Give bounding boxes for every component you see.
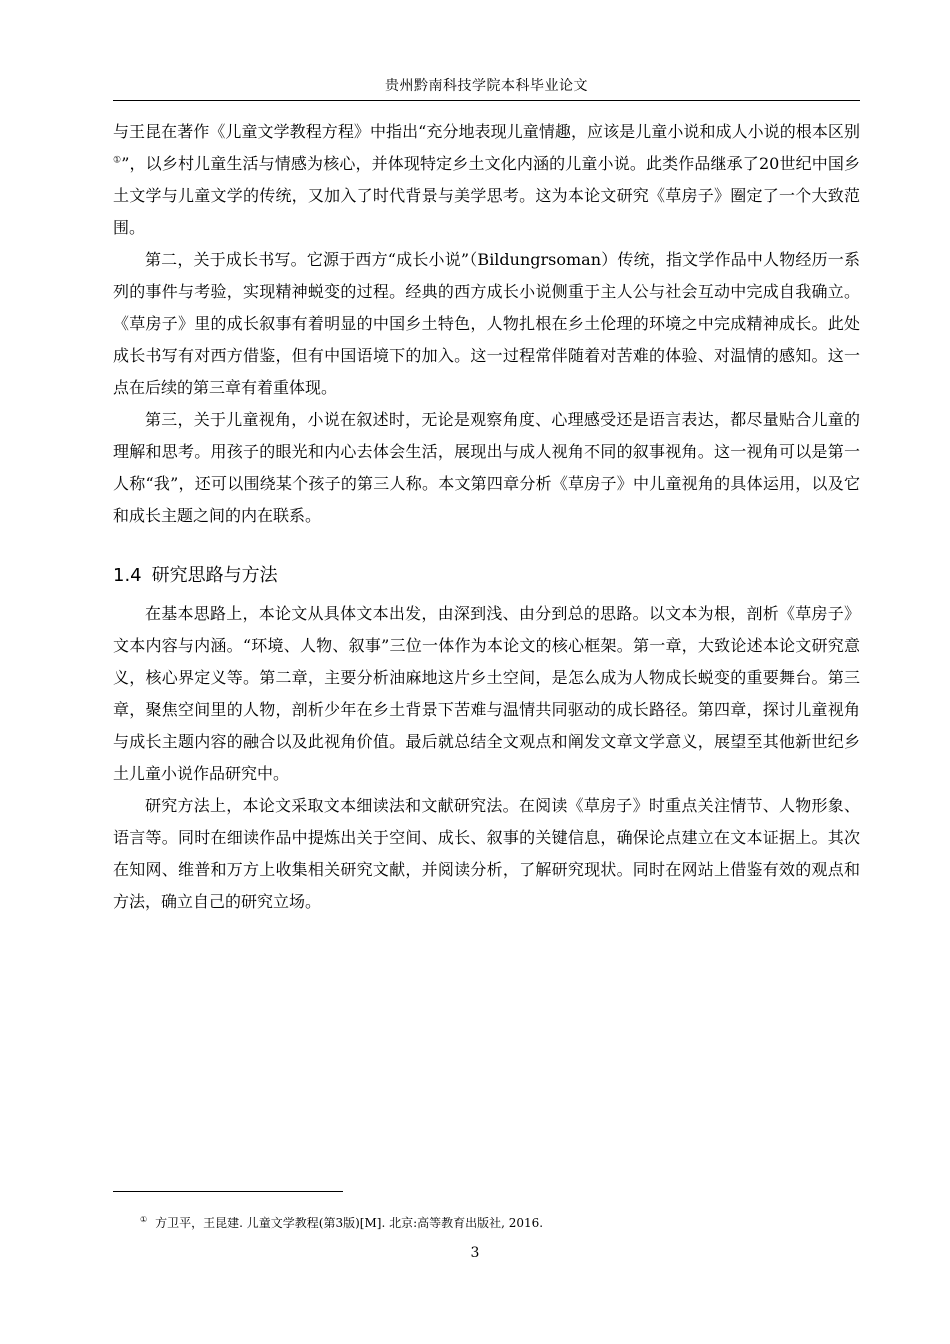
paragraph-4: 在基本思路上，本论文从具体文本出发，由深到浅、由分到总的思路。以文本为根，剖析《草房子》文本内容与内涵。“环境、人物、叙事”三位一体作为本论文的核心框架。第一章，大致论述本论文研究意义，核心界定义等。第二章，主要分析油麻地这片乡土空间，是怎么成为人物成长蜕变的重要舞台。第三章，聚焦空间里的人物，剖析少年在乡土背景下苦难与温情共同驱动的成长路径。第四章，探讨儿童视角与成长主题内容的融合以及此视角价值。最后就总结全文观点和阐发文章文学意义，展望至其他新世纪乡土儿童小说作品研究中。 (113, 604, 860, 783)
paragraph-3: 第三，关于儿童视角，小说在叙述时，无论是观察角度、心理感受还是语言表达，都尽量贴合儿童的理解和思考。用孩子的眼光和内心去体会生活，展现出与成人视角不同的叙事视角。这一视角可以是第一人称“我”，还可以围绕某个孩子的第三人称。本文第四章分析《草房子》中儿童视角的具体运用，以及它和成长主题之间的内在联系。 (113, 410, 860, 525)
footnote-rule (113, 1191, 343, 1192)
page-number: 3 (470, 1245, 480, 1261)
paragraph-1-text-b: ”，以乡村儿童生活与情感为核心，并体现特定乡土文化内涵的儿童小说。此类作品继承了20世纪中国乡土文学与儿童文学的传统，又加入了时代背景与美学思考。这为本论文研究《草房子》圈定了一个大致范围。 (113, 154, 860, 237)
paragraph-5: 研究方法上，本论文采取文本细读法和文献研究法。在阅读《草房子》时重点关注情节、人物形象、语言等。同时在细读作品中提炼出关于空间、成长、叙事的关键信息，确保论点建立在文本证据上。其次在知网、维普和万方上收集相关研究文献，并阅读分析，了解研究现状。同时在网站上借鉴有效的观点和方法，确立自己的研究立场。 (113, 796, 860, 911)
paragraph-1 (113, 116, 860, 244)
footnote-text: 方卫平，王昆建. 儿童文学教程(第3版)[M]. 北京:高等教育出版社, 2016. (155, 1216, 544, 1230)
running-header: 贵州黔南科技学院本科毕业论文 (385, 78, 588, 94)
header-rule (113, 100, 860, 101)
footnote (140, 1211, 543, 1232)
footnote-reference[interactable]: ① (113, 155, 122, 166)
section-title: 研究思路与方法 (151, 565, 278, 586)
section-number: 1.4 (113, 565, 142, 586)
footnote-mark: ① (140, 1215, 148, 1224)
body-text (113, 116, 860, 918)
paragraph-2: 第二，关于成长书写。它源于西方“成长小说”（Bildungrsoman）传统，指文学作品中人物经历一系列的事件与考验，实现精神蜕变的过程。经典的西方成长小说侧重于主人公与社会互动中完成自我确立。《草房子》里的成长叙事有着明显的中国乡土特色，人物扎根在乡土伦理的环境之中完成精神成长。此处成长书写有对西方借鉴，但有中国语境下的加入。这一过程常伴随着对苦难的体验、对温情的感知。这一点在后续的第三章有着重体现。 (113, 250, 860, 397)
section-heading (113, 560, 860, 592)
paragraph-1-text-a: 与王昆在著作《儿童文学教程方程》中指出“充分地表现儿童情趣，应该是儿童小说和成人小说的根本区别 (113, 122, 860, 141)
